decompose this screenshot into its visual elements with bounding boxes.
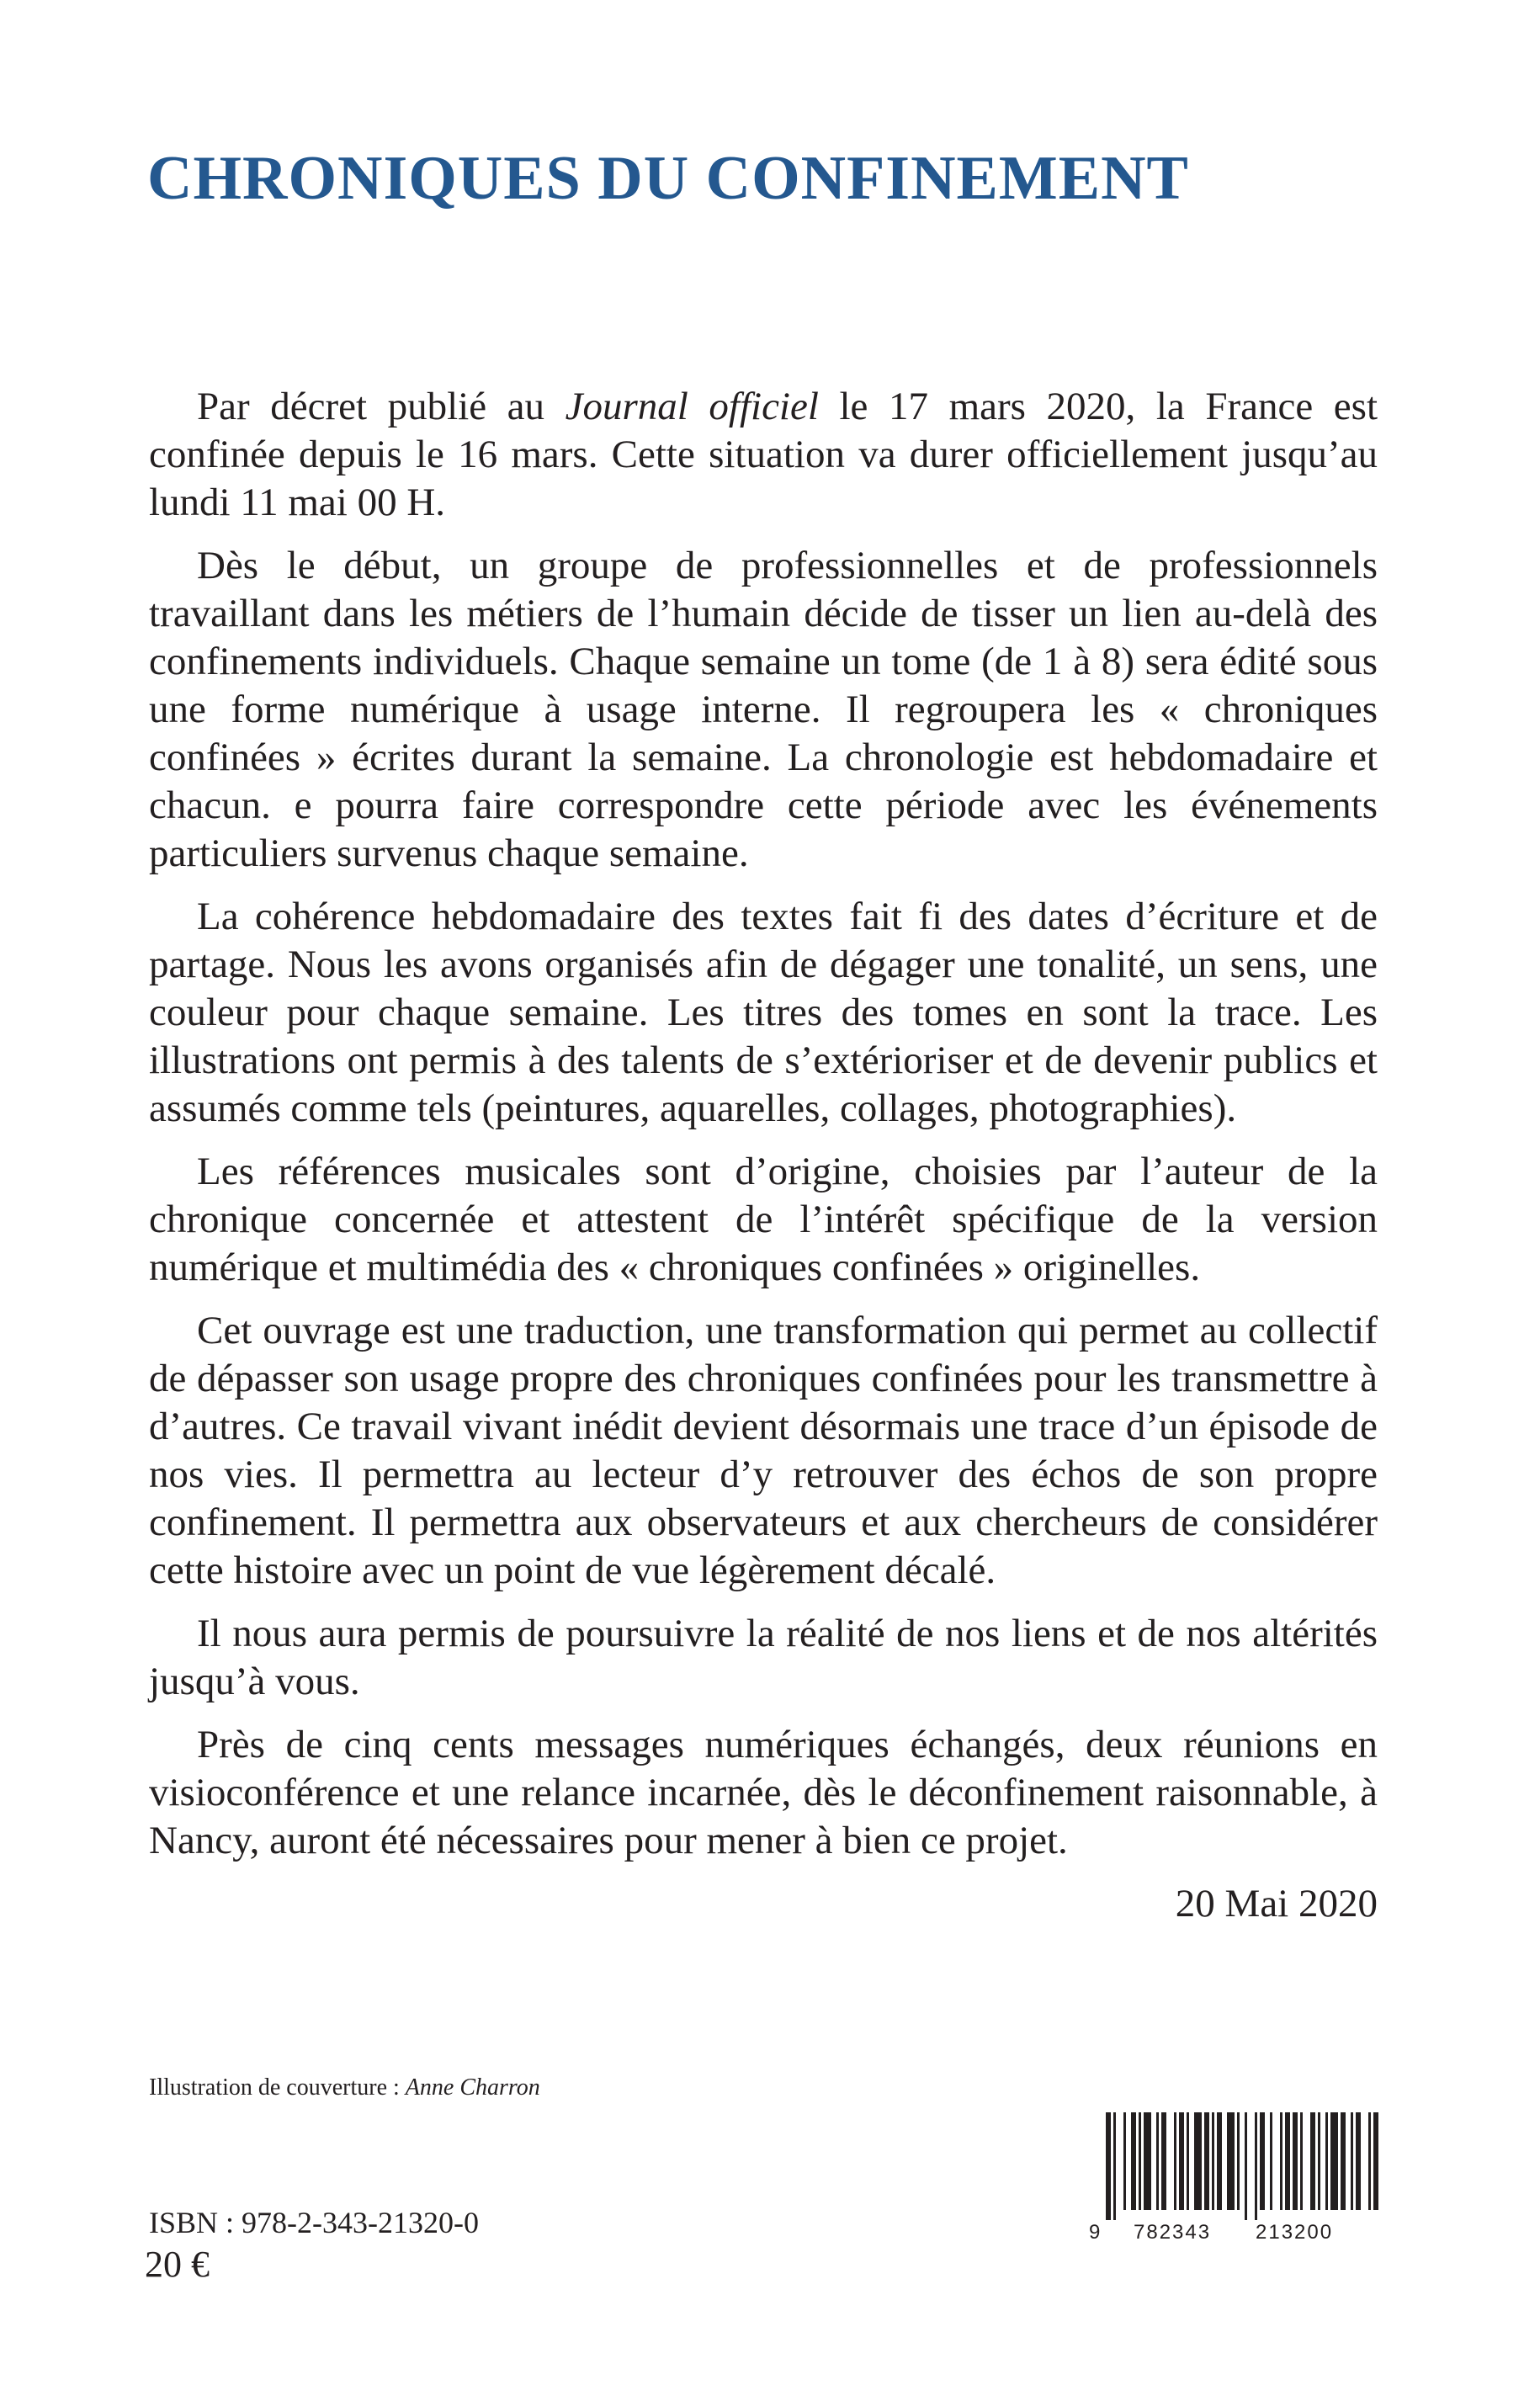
- paragraph: Les références musicales sont d’origine, choisies par l’auteur de la chronique concernée et attestent de l’intérêt spécifique de la version numérique et multimédia des « chroniques confinées » originelles.: [149, 1150, 1378, 1289]
- barcode-bar: [1131, 2112, 1136, 2210]
- barcode-bar: [1368, 2112, 1371, 2210]
- barcode-bar: [1255, 2112, 1257, 2220]
- barcode-bar: [1270, 2112, 1272, 2210]
- barcode-bar: [1179, 2112, 1184, 2210]
- barcode-bar: [1194, 2112, 1202, 2210]
- paragraph: Dès le début, un groupe de professionnelles et de professionnels travaillant dans les métiers de l’humain décide de tisser un lien au-delà des confinements individuels. Chaque semaine un tome (de 1 à 8) sera édité sous une forme numérique à usage interne. Il regroupera les « chroniques confinées » écrites durant la semaine. La chronologie est hebdomadaire et chacun. e pourra faire correspondre cette période avec les événements particuliers survenus chaque semaine.: [149, 544, 1378, 875]
- price: 20 €: [145, 2244, 210, 2285]
- paragraph: Cet ouvrage est une traduction, une transformation qui permet au collectif de dépasser son usage propre des chroniques confinées pour les transmettre à d’autres. Ce travail vivant inédit devient désormais une trace d’un épisode de nos vies. Il permettra au lecteur d’y retrouver des échos de son propre confinement. Il permettra aux observateurs et aux chercheurs de considérer cette histoire avec un point de vue légèrement décalé.: [149, 1309, 1378, 1592]
- signature-date: 20 Mai 2020: [1175, 1882, 1378, 1926]
- journal-officiel-title: Journal officiel: [565, 385, 819, 428]
- barcode-bar: [1139, 2112, 1141, 2210]
- barcode-bar: [1325, 2112, 1328, 2210]
- barcode-bar: [1204, 2112, 1209, 2210]
- barcode-bar: [1187, 2112, 1189, 2210]
- barcode: [1087, 2112, 1382, 2244]
- illustrator-name: Anne Charron: [405, 2074, 540, 2101]
- barcode-digit-left: 9: [1089, 2221, 1101, 2244]
- barcode-bar: [1227, 2112, 1235, 2210]
- barcode-graphic: [1087, 2112, 1382, 2244]
- back-cover-text: [149, 383, 1378, 1943]
- barcode-bar: [1174, 2112, 1176, 2210]
- barcode-bar: [1161, 2112, 1166, 2210]
- isbn: ISBN : 978-2-343-21320-0: [149, 2206, 479, 2239]
- barcode-bar: [1212, 2112, 1214, 2210]
- barcode-digits-middle: 782343: [1134, 2221, 1212, 2244]
- barcode-bar: [1293, 2112, 1298, 2210]
- paragraph: Il nous aura permis de poursuivre la réalité de nos liens et de nos altérités jusqu’à vous.: [149, 1612, 1378, 1703]
- barcode-bar: [1318, 2112, 1320, 2210]
- barcode-bar: [1310, 2112, 1315, 2210]
- barcode-bar: [1144, 2112, 1151, 2210]
- credit-label: Illustration de couverture :: [149, 2074, 406, 2101]
- barcode-bar: [1156, 2112, 1159, 2210]
- illustration-credit: [149, 2074, 540, 2101]
- barcode-bar: [1106, 2112, 1111, 2220]
- barcode-bar: [1341, 2112, 1346, 2210]
- barcode-bar: [1260, 2112, 1265, 2210]
- barcode-bar: [1351, 2112, 1353, 2210]
- intro-text-before: Par décret publié au: [197, 385, 566, 428]
- paragraph: La cohérence hebdomadaire des textes fait fi des dates d’écriture et de partage. Nous les avons organisés afin de dégager une tonalité, un sens, une couleur pour chaque semaine. Les titres des tomes en sont la trace. Les illustrations ont permis à des talents de s’extérioriser et de devenir publics et assumés comme tels (peintures, aquarelles, collages, photographies).: [149, 895, 1378, 1130]
- barcode-bar: [1356, 2112, 1361, 2210]
- barcode-bar: [1113, 2112, 1116, 2220]
- barcode-bar: [1373, 2112, 1378, 2210]
- book-title: CHRONIQUES DU CONFINEMENT: [147, 144, 1189, 213]
- barcode-bar: [1123, 2112, 1126, 2210]
- barcode-bar: [1217, 2112, 1222, 2210]
- barcode-bar: [1330, 2112, 1338, 2210]
- barcode-bar: [1280, 2112, 1282, 2210]
- barcode-bar: [1237, 2112, 1240, 2210]
- intro-text-after: le 17 mars 2020, la France est confinée depuis le 16 mars. Cette situation va durer officiellement jusqu’au lundi 11 mai 00 H.: [149, 385, 1378, 524]
- barcode-bar: [1245, 2112, 1247, 2220]
- barcode-bar: [1285, 2112, 1290, 2210]
- paragraph: Près de cinq cents messages numériques échangés, deux réunions en visioconférence et une relance incarnée, dès le déconfinement raisonnable, à Nancy, auront été nécessaires pour mener à bien ce projet.: [149, 1723, 1378, 1862]
- intro-paragraph: [149, 383, 1378, 527]
- barcode-digits-right: 213200: [1256, 2221, 1334, 2244]
- barcode-bar: [1300, 2112, 1303, 2210]
